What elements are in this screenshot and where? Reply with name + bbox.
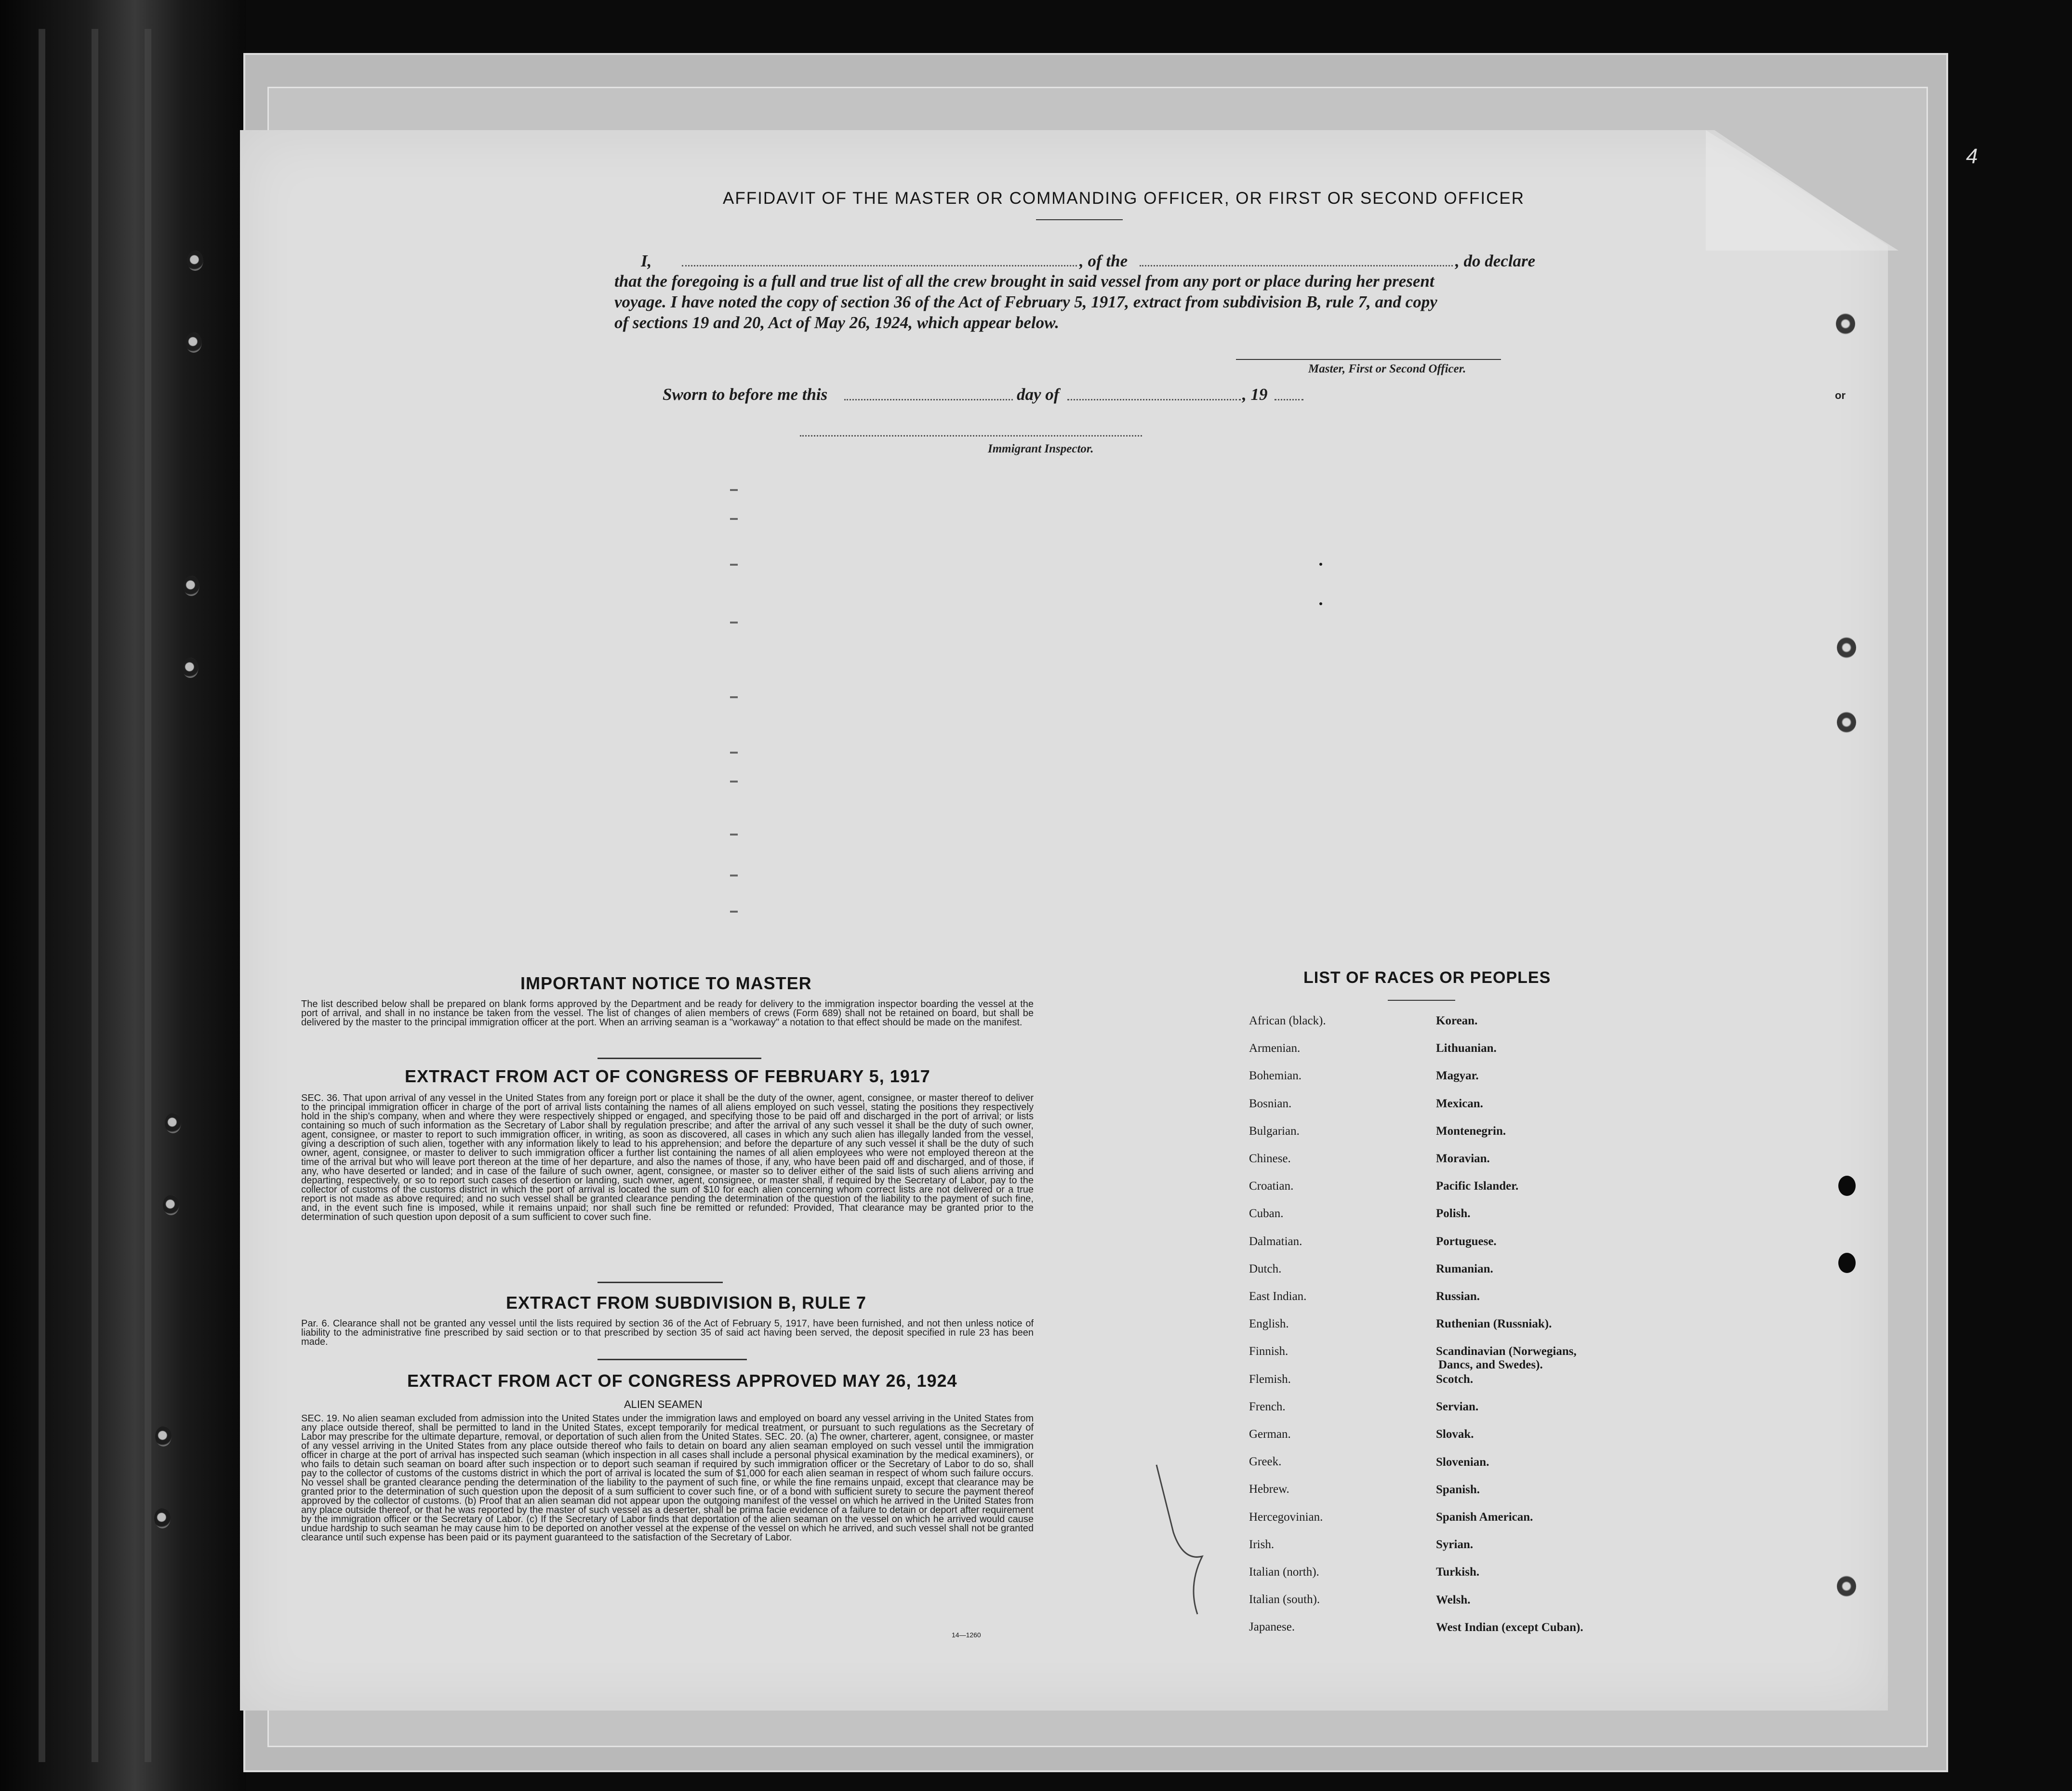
race-item: Italian (north). xyxy=(1249,1565,1319,1579)
binder-hole xyxy=(155,1426,172,1446)
races-heading: LIST OF RACES OR PEOPLES xyxy=(1303,968,1551,987)
punch-hole xyxy=(1837,1576,1856,1597)
race-item: Spanish. xyxy=(1436,1483,1480,1496)
race-item: Armenian. xyxy=(1249,1042,1301,1055)
corner-mark: 4 xyxy=(1966,145,1978,168)
race-item: Dancs, and Swedes). xyxy=(1438,1358,1543,1372)
bleed-mark xyxy=(730,622,738,624)
bleed-mark xyxy=(730,752,738,754)
race-item: French. xyxy=(1249,1400,1286,1413)
bleed-mark xyxy=(730,564,738,566)
binder-hole xyxy=(183,576,199,596)
race-item: Ruthenian (Russniak). xyxy=(1436,1317,1552,1331)
affidavit-of-the: , of the xyxy=(1079,252,1128,270)
race-item: Scandinavian (Norwegians, xyxy=(1436,1345,1577,1358)
extract2-heading: EXTRACT FROM SUBDIVISION B, RULE 7 xyxy=(506,1293,867,1313)
inspector-signature-line xyxy=(800,435,1142,437)
binder-hole xyxy=(165,1113,181,1133)
extract2-text: Par. 6. Clearance shall not be granted any vessel until the lists required by section 36 of the Act of February 5, 1917, have been furnished, and not then unless notice of liability to the administrative fine prescribed by said section or to that prescribed by section 35 of said act having been served, the deposit specified in rule 23 has been made. xyxy=(301,1318,1034,1347)
extract3-heading: EXTRACT FROM ACT OF CONGRESS APPROVED MAY 26, 1924 xyxy=(407,1371,957,1391)
form-number: 14—1260 xyxy=(952,1631,981,1639)
notice-text: The list described below shall be prepared on blank forms approved by the Department and be ready for delivery to the immigration inspector boarding the vessel at the port of arrival, and shall in no instance be taken from the vessel. The list of changes of alien members of crews (Form 689) shall not be retained on board, but shall be delivered by the master to the principal immigration officer at the port. When an arriving seaman is a "workaway" a notation to that effect should be made on the manifest. xyxy=(301,999,1034,1028)
race-item: Bulgarian. xyxy=(1249,1124,1300,1138)
notice-heading: IMPORTANT NOTICE TO MASTER xyxy=(520,973,812,993)
binder-hole xyxy=(187,251,203,271)
extract3-text: SEC. 19. No alien seaman excluded from admission into the United States under the immigration laws and employed on board any vessel arriving in the United States from any place outside thereof, shall be permitted to land in the United States, except temporarily for medical treatment, or pursuant to such regulations as the Secretary of Labor may prescribe for the ultimate departure, removal, or deportation of such alien from the United States. SEC. 20. (a) The owner, charterer, agent, consignee, or master of any vessel arriving in the United States from any place outside thereof who fails to detain on board any alien seaman employed on such vessel until the immigration officer in charge at the port of arrival has inspected such seaman (which inspection in all cases shall include a personal physical examination by the medical examiners), or who fails to detain such seaman on board after such inspection or to deport such seaman if required by such immigration officer or the Secretary of Labor to do so, shall pay to the collector of customs of the customs district in which the port of arrival is located the sum of $1,000 for each alien seaman in respect of whom such failure occurs. No vessel shall be granted clearance pending the determination of the liability to the payment of such fine, or while the fine remains unpaid, except that clearance may be granted prior to the determination of such question upon the deposit of a sum sufficient to cover such fine, or of a bond with sufficient surety to secure the payment thereof approved by the collector of customs. (b) Proof that an alien seaman did not appear upon the outgoing manifest of the vessel on which he arrived in the United States from any place outside thereof, or that he was reported by the master of such vessel as a deserter, shall be prima facie evidence of a failure to detain or deport after requirement by the immigration officer or the Secretary of Labor. (c) If the Secretary of Labor finds that deportation of the alien seaman on the vessel on which he arrived would cause undue hardship to such seaman he may cause him to be deported on another vessel at the expense of the vessel on which he arrived, and such vessel shall not be granted clearance until such expense has been paid or its payment guaranteed to the satisfaction of the Secretary of Labor. xyxy=(301,1413,1034,1543)
race-item: Mexican. xyxy=(1436,1097,1483,1110)
races-heading-rule xyxy=(1388,1000,1455,1001)
race-item: Rumanian. xyxy=(1436,1262,1493,1275)
affidavit-i: I, xyxy=(641,252,652,270)
bleed-mark xyxy=(730,911,738,913)
race-item: Irish. xyxy=(1249,1538,1275,1551)
race-item: Korean. xyxy=(1436,1014,1478,1027)
punch-hole xyxy=(1836,313,1855,334)
race-item: Chinese. xyxy=(1249,1152,1291,1165)
race-item: Croatian. xyxy=(1249,1180,1294,1193)
race-item: Hebrew. xyxy=(1249,1483,1289,1496)
sworn-day-of: day of xyxy=(1017,385,1060,404)
name-blank xyxy=(682,265,1077,266)
sworn-year-blank xyxy=(1275,399,1303,400)
bleed-mark xyxy=(730,875,738,876)
race-item: Bosnian. xyxy=(1249,1097,1292,1110)
affidavit-title: AFFIDAVIT OF THE MASTER OR COMMANDING OFFICER, OR FIRST OR SECOND OFFICER xyxy=(723,189,1525,208)
punch-hole xyxy=(1838,1253,1856,1273)
race-item: Slovak. xyxy=(1436,1428,1474,1441)
extract3-subheading: ALIEN SEAMEN xyxy=(624,1398,703,1410)
race-item: Bohemian. xyxy=(1249,1069,1302,1083)
race-item: Turkish. xyxy=(1436,1565,1480,1579)
master-signature-line xyxy=(1236,359,1501,360)
binder-edge xyxy=(0,0,246,1791)
race-item: Welsh. xyxy=(1436,1593,1471,1606)
race-item: Lithuanian. xyxy=(1436,1042,1497,1055)
binder-line xyxy=(39,29,45,1762)
bleed-mark xyxy=(730,696,738,698)
master-signature-label: Master, First or Second Officer. xyxy=(1308,362,1466,375)
sworn-prefix: Sworn to before me this xyxy=(663,385,828,404)
punch-hole xyxy=(1837,712,1856,733)
race-item: Slovenian. xyxy=(1436,1455,1489,1469)
binder-hole xyxy=(154,1508,171,1528)
binder-hole xyxy=(186,332,202,353)
race-item: Montenegrin. xyxy=(1436,1124,1506,1138)
race-item: Flemish. xyxy=(1249,1372,1291,1386)
race-item: Dutch. xyxy=(1249,1262,1282,1275)
section-rule xyxy=(598,1058,761,1059)
vessel-blank xyxy=(1140,265,1453,266)
race-item: Magyar. xyxy=(1436,1069,1479,1083)
extract1-text: SEC. 36. That upon arrival of any vessel in the United States from any foreign port or place it shall be the duty of the owner, agent, consignee, or master thereof to deliver to the principal immigration officer in charge of the port of arrival lists containing the names of all aliens employed on such vessel, stating the positions they respectively hold in the ship's company, when and where they were respectively shipped or engaged, and specifying those to be paid off and discharged in the port of arrival; or lists containing so much of such information as the Secretary of Labor shall by regulation prescribe; and after the arrival of any such vessel it shall be the duty of such owner, agent, consignee, or master to report to such immigration officer, in writing, as soon as discovered, all cases in which any such alien has illegally landed from the vessel, giving a description of such alien, together with any information likely to lead to his apprehension; and before the departure of any such vessel it shall be the duty of such owner, agent, consignee, or master to deliver to such immigration officer a further list containing the names of all alien employees who were not employed thereon at the time of the arrival but who will leave port thereon at the time of her departure, and also the names of those, if any, who have been paid off and discharged, and of those, if any, who have deserted or landed; and in case of the failure of such owner, agent, consignee, or master so to deliver either of the said lists of such aliens arriving and departing, respectively, or so to report such cases of desertion or landing, such owner, agent, consignee, or master shall, if required by the Secretary of Labor, pay to the collector of customs of the customs district in which the port of arrival is located the sum of $10 for each alien concerning whom correct lists are not delivered or a true report is not made as above required; and no such vessel shall be granted clearance pending the determination of the question of the liability to the payment of such fine, and, in the event such fine is imposed, while it remains unpaid; nor shall such fine be remitted or refunded: Provided, That clearance may be granted prior to the determination of such question upon deposit of a sum sufficient to cover such fine. xyxy=(301,1093,1034,1222)
title-underline xyxy=(1036,219,1123,220)
binder-line xyxy=(145,29,151,1762)
section-rule xyxy=(598,1359,747,1360)
race-item: German. xyxy=(1249,1428,1291,1441)
section-rule xyxy=(598,1282,723,1283)
race-item: West Indian (except Cuban). xyxy=(1436,1620,1583,1634)
sworn-day-blank xyxy=(844,399,1013,400)
race-item: Japanese. xyxy=(1249,1620,1295,1634)
race-item: Russian. xyxy=(1436,1290,1480,1303)
bleed-mark xyxy=(730,834,738,836)
punch-hole xyxy=(1837,637,1856,658)
race-item: Hercegovinian. xyxy=(1249,1510,1323,1524)
race-item: Servian. xyxy=(1436,1400,1479,1414)
bleed-mark xyxy=(730,518,738,520)
sworn-year: , 19 xyxy=(1242,385,1268,404)
race-item: African (black). xyxy=(1249,1014,1326,1027)
race-item: Pacific Islander. xyxy=(1436,1180,1519,1193)
race-item: Finnish. xyxy=(1249,1345,1288,1358)
affidavit-line4: of sections 19 and 20, Act of May 26, 1924, which appear below. xyxy=(614,313,1059,332)
affidavit-line2: that the foregoing is a full and true list of all the crew brought in said vessel from any port or place during her present xyxy=(614,272,1434,291)
binder-line xyxy=(92,29,98,1762)
race-item: English. xyxy=(1249,1317,1289,1331)
binder-hole xyxy=(163,1195,179,1215)
extract1-heading: EXTRACT FROM ACT OF CONGRESS OF FEBRUARY 5, 1917 xyxy=(405,1066,930,1086)
inspector-label: Immigrant Inspector. xyxy=(988,442,1094,455)
race-item: Scotch. xyxy=(1436,1372,1474,1386)
affidavit-declare: , do declare xyxy=(1455,252,1536,270)
affidavit-line3: voyage. I have noted the copy of section 36 of the Act of February 5, 1917, extract from subdivision B, rule 7, and copy xyxy=(614,292,1437,311)
race-item: Italian (south). xyxy=(1249,1593,1320,1606)
race-item: Moravian. xyxy=(1436,1152,1490,1165)
race-item: Polish. xyxy=(1436,1207,1471,1221)
sworn-month-blank xyxy=(1067,399,1241,400)
binder-hole xyxy=(182,658,199,678)
ink-dot xyxy=(1319,563,1322,566)
ink-dot xyxy=(1319,602,1322,605)
bleed-mark xyxy=(730,781,738,783)
punch-hole xyxy=(1838,1176,1856,1196)
or-mark: or xyxy=(1835,389,1846,401)
race-item: East Indian. xyxy=(1249,1290,1307,1303)
race-item: Dalmatian. xyxy=(1249,1234,1302,1248)
race-item: Cuban. xyxy=(1249,1207,1284,1221)
race-item: Portuguese. xyxy=(1436,1234,1497,1248)
race-item: Greek. xyxy=(1249,1455,1282,1469)
pencil-mark xyxy=(1154,1460,1212,1619)
race-item: Syrian. xyxy=(1436,1538,1474,1552)
race-item: Spanish American. xyxy=(1436,1510,1533,1524)
bleed-mark xyxy=(730,489,738,491)
